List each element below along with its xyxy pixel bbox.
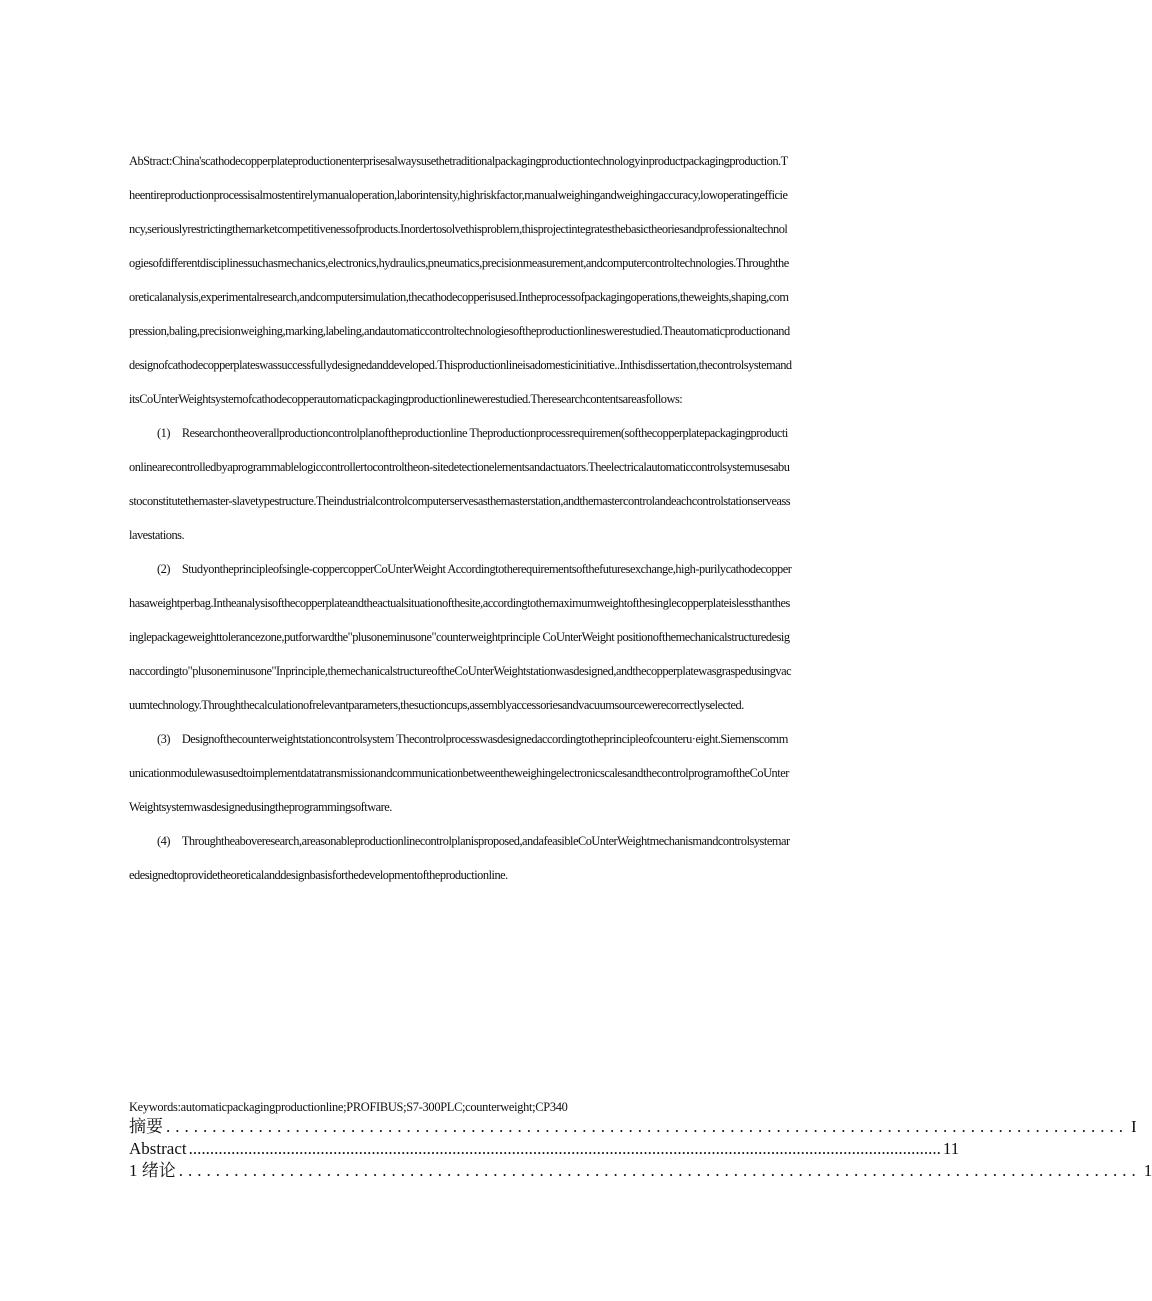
toc-dot-leader: ........................................................................................................ [166,1117,1128,1136]
table-of-contents [129,1116,1152,1182]
abstract-paragraph: AbStract:China'scathodecopperplateproductionenterprisesalwaysusethetraditionalpackagingproductiontechnologyinproductpackagingproduction.Theentireproductionprocessisalmostentirelymanualoperation,laborintensity,highriskfactor,manualweighingandweighingaccuracy,lowoperatingefficiency,seriouslyrestrictingthemarketcompetitivenessofproducts.Inordertosolvethisproblem,thisprojectintegratesthebasictheoriesandprofessionaltechnologiesofdifferentdisciplinessuchasmechanics,electronics,hydraulics,pneumatics,precisionmeasurement,andcomputercontroltechnologies.Throughtheoreticalanalysis,experimentalresearch,andcomputersimulation,thecathodecopperisused.Intheprocessofpackagingoperations,theweights,shaping,compression,baling,precisionweighing,marking,labeling,andautomaticcontroltechnologiesoftheproductionlineswerestudied.Theautomaticproductionanddesignofcathodecopperplateswassuccessfullydesignedanddeveloped.Thisproductionlineisadomesticinitiative..Inthisdissertation,thecontrolsystemanditsCoUnterWeightsystemofcathodecopperautomaticpackagingproductionlinewerestudied.Theresearchcontentsareasfollows: [129,154,792,406]
toc-entry-title: Abstract [129,1139,187,1158]
abstract-item-1: (1) Researchontheoverallproductioncontrolplanoftheproductionline Theproductionprocessrequiremen(softhecopperplatepackagingproductionlinearecontrolledbyaprogrammablelogiccontrollertocontroltheon-sitedetectionelementsandactuators.Theelectricalautomaticcontrolsystemusesabustoconstitutethemaster-slavetypestructure.Theindustrialcontrolcomputerservesasthemasterstation,andthemastercontrolandeachcontrolstationserveasslavestations. [129,426,791,542]
toc-dot-leader: ........................................................................................................ [178,1161,1141,1180]
abstract-item-3: (3) Designofthecounterweightstationcontrolsystem Thecontrolprocesswasdesignedaccordingtotheprincipleofcounteru·eight.SiemenscommunicationmodulewasusedtoimplementdatatransmissionandcommunicationbetweentheweighingelectronicscalesandthecontrolprogramoftheCoUnterWeightsystemwasdesignedusingtheprogrammingsoftware. [129,732,789,814]
toc-entry[interactable] [129,1116,1137,1138]
toc-dot-leader: ................................................................................................................................................................................. [188,1139,941,1158]
toc-entry[interactable] [129,1138,960,1160]
toc-entry-title: 摘要 [129,1117,163,1136]
toc-entry-page: 1 [1143,1161,1152,1180]
abstract-section [129,144,792,892]
keywords-line: Keywords:automaticpackagingproductionline;PROFIBUS;S7-300PLC;counterweight;CP340 [129,1100,568,1114]
abstract-item-2: (2) Studyontheprincipleofsingle-coppercopperCoUnterWeight Accordingtotherequirementsofthefuturesexchange,high-purilycathodecopperhasaweightperbag.Intheanalysisofthecopperplateandtheactualsituationofthesite,accordingtothemaximumweightofthesinglecopperplateislessthanthesinglepackageweighttolerancezone,putforwardthe"plusoneminusone"counterweightprinciple CoUnterWeight positionofthemechanicalstructuredesignaccordingto"plusoneminusone"Inprinciple,themechanicalstructureoftheCoUnterWeightstationwasdesigned,andthecopperplatewasgraspedusingvacuumtechnology.Throughthecalculationofrelevantparameters,thesuctioncups,assemblyaccessoriesandvacuumsourcewerecorrectlyselected. [129,562,792,712]
toc-entry-title: 1 绪论 [129,1161,176,1180]
abstract-item-4: (4) Throughtheaboveresearch,areasonableproductionlinecontrolplanisproposed,andafeasibleCoUnterWeightmechanismandcontrolsystemaredesignedtoprovidetheoreticalanddesignbasisforthedevelopmentoftheproductionline. [129,834,790,882]
toc-entry-page: 11 [942,1139,960,1158]
toc-entry[interactable] [129,1160,1152,1182]
toc-entry-page: I [1131,1117,1137,1136]
